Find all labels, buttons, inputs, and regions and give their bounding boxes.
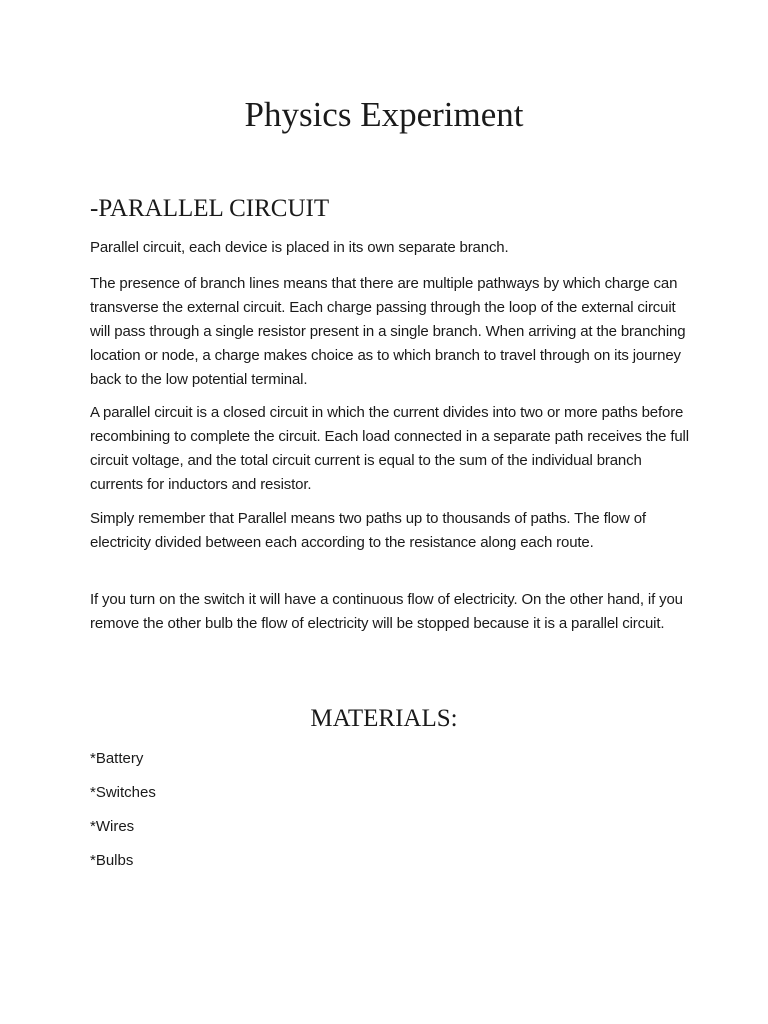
materials-list (90, 747, 156, 883)
material-item-switches: *Switches (90, 784, 156, 801)
paragraph-5: If you turn on the switch it will have a continuous flow of electricity. On the other hand, if you remove the other bulb the flow of electricity will be stopped because it is a parallel circuit. (90, 591, 683, 632)
material-item-bulbs: *Bulbs (90, 852, 134, 869)
paragraph-1: Parallel circuit, each device is placed in its own separate branch. (90, 239, 509, 256)
material-item-battery: *Battery (90, 750, 144, 767)
document-title: Physics Experiment (244, 95, 524, 134)
section-heading-parallel-circuit: -PARALLEL CIRCUIT (90, 195, 330, 222)
materials-heading: MATERIALS: (310, 705, 458, 732)
paragraph-4: Simply remember that Parallel means two paths up to thousands of paths. The flow of electricity divided between each according to the resistance along each route. (90, 510, 646, 551)
material-item-wires: *Wires (90, 818, 135, 835)
paragraph-3: A parallel circuit is a closed circuit in which the current divides into two or more paths before recombining to complete the circuit. Each load connected in a separate path receives the full circuit voltage, and the total circuit current is equal to the sum of the individual branch currents for inductors and resistor. (90, 404, 689, 493)
paragraph-2: The presence of branch lines means that there are multiple pathways by which charge can transverse the external circuit. Each charge passing through the loop of the external circuit will pass through a single resistor present in a single branch. When arriving at the branching location or node, a charge makes choice as to which branch to travel through on its journey back to the low potential terminal. (90, 275, 686, 388)
